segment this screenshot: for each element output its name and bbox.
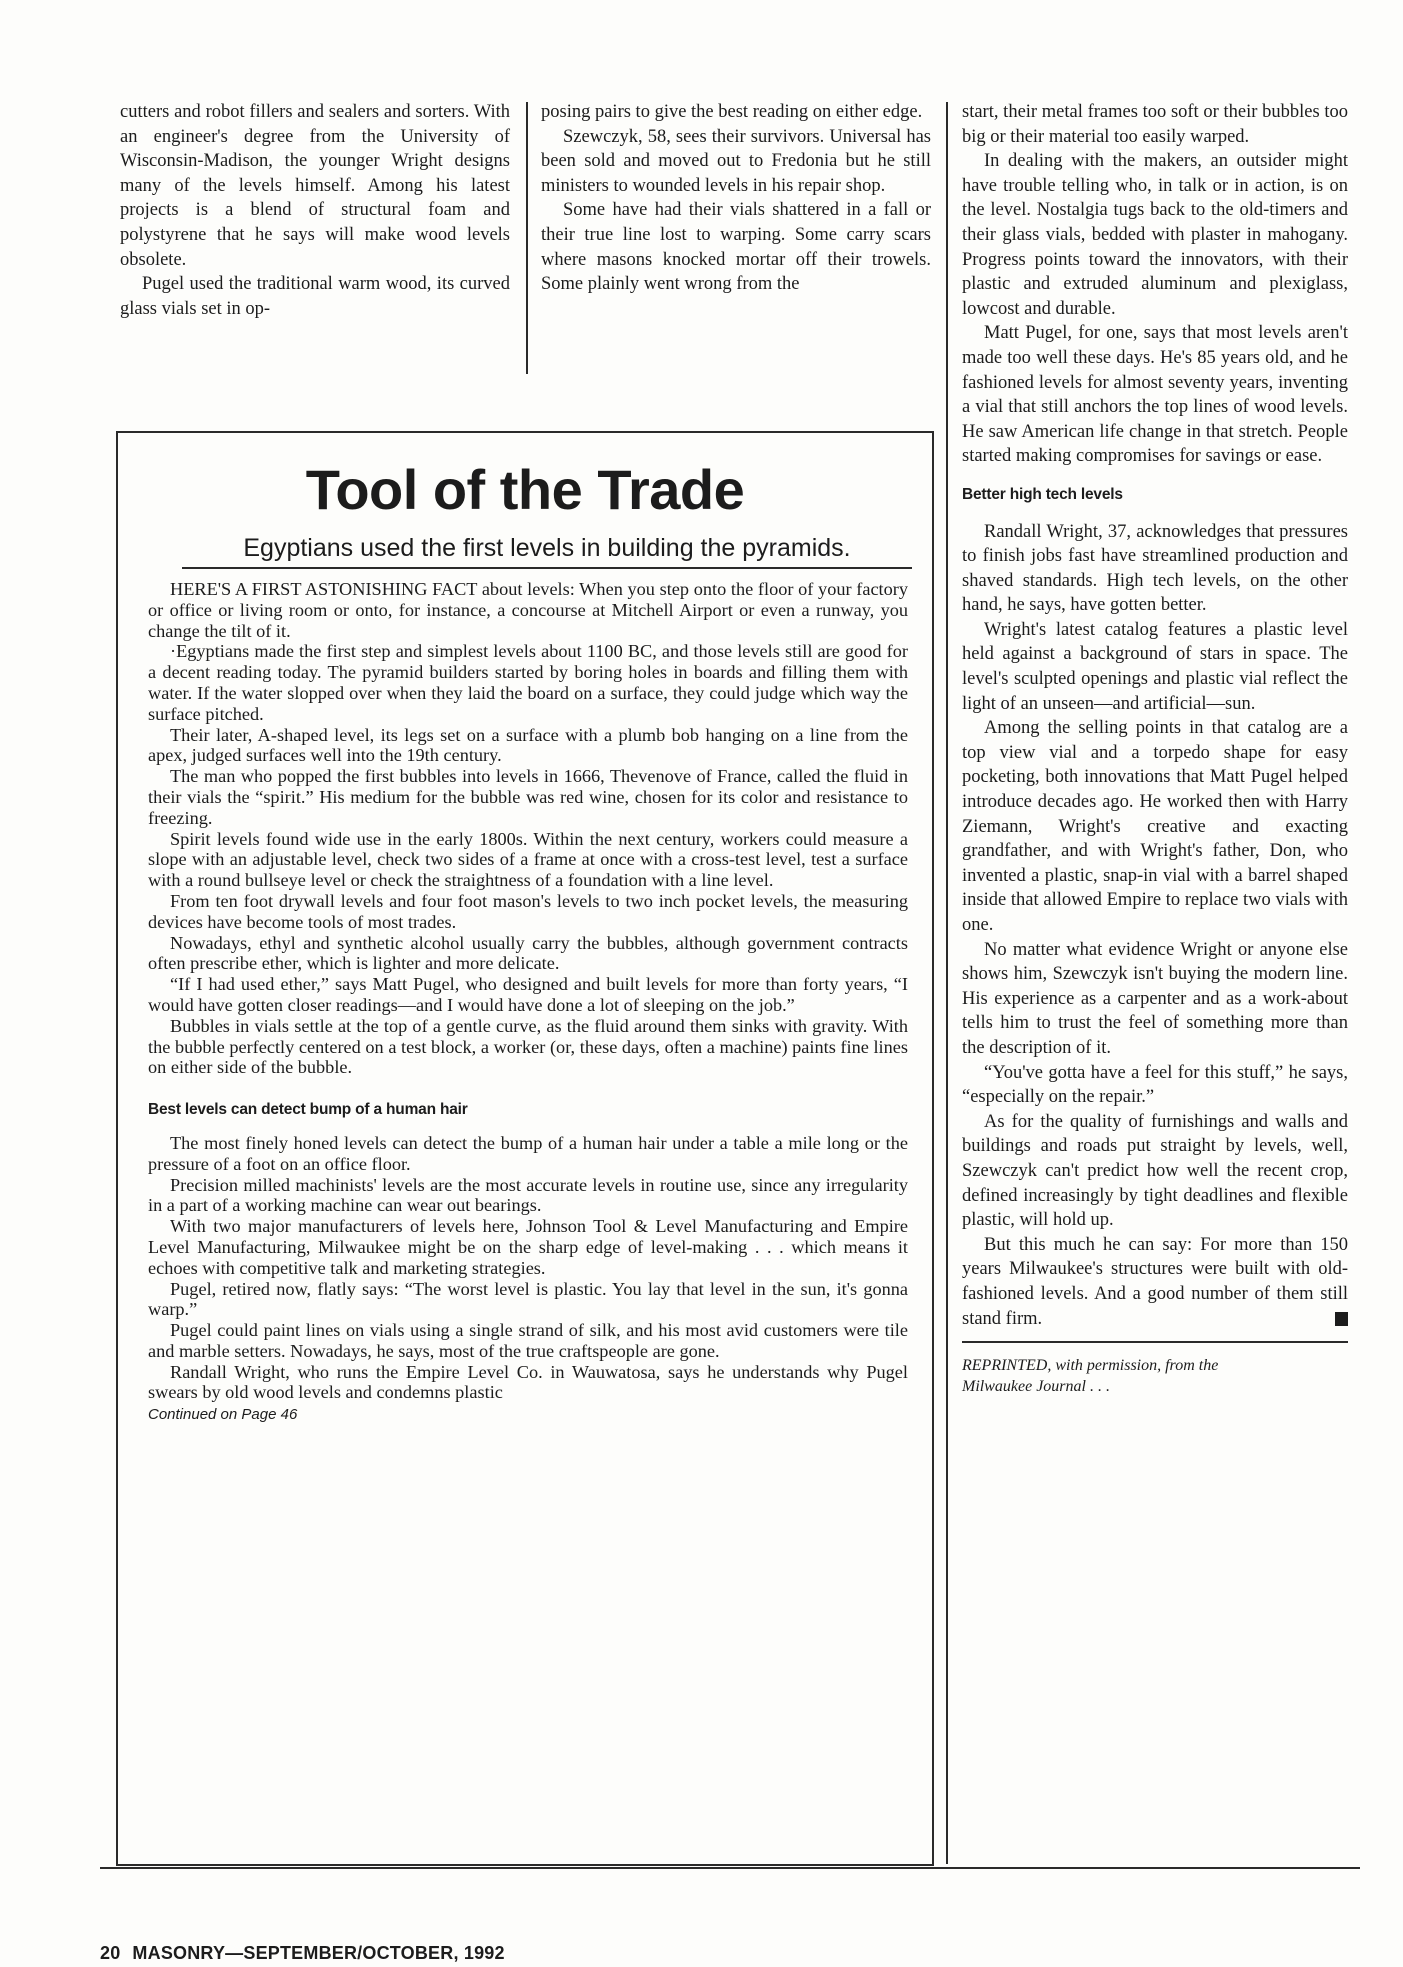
- paragraph: Bubbles in vials settle at the top of a gentle curve, as the fluid around them sinks with gravity. With the bubble perfectly centered on a test block, a worker (or, these days, often a machine) paints fine lines on either side of the bubble.: [148, 1015, 908, 1078]
- sidebar-box: [116, 431, 934, 1866]
- lead-rest: about levels: When you step onto the floor of your factory or office or living room or onto, for instance, a concourse at Mitchell Airport or even a runway, you change the tilt of it.: [148, 579, 909, 641]
- final-text: But this much he can say: For more than 150 years Milwaukee's structures were built with old-fashioned levels. And a good number of them still stand firm.: [962, 1234, 1348, 1329]
- paragraph: “If I had used ether,” says Matt Pugel, who designed and built levels for more than forty years, “I would have gotten closer readings—and I would have done a lot of sleeping on the job.”: [148, 974, 908, 1015]
- reprint-line-1: REPRINTED, with permission, from the: [962, 1357, 1219, 1375]
- paragraph: Some have had their vials shattered in a fall or their true line lost to warping. Some carry scars where masons knocked mortar off their trowels. Some plainly went wrong from the: [541, 200, 931, 295]
- column-divider: [526, 102, 528, 374]
- paragraph: Precision milled machinists' levels are the most accurate levels in routine use, since any irregularity in a part of a working machine can wear out bearings.: [148, 1174, 908, 1216]
- continued-note: Continued on Page 46: [148, 1406, 298, 1424]
- paragraph: Randall Wright, 37, acknowledges that pressures to finish jobs fast have streamlined production and shaved standards. High tech levels, on the other hand, he says, have gotten better.: [962, 521, 1348, 616]
- page-footer: [100, 1944, 505, 1962]
- paragraph: Randall Wright, who runs the Empire Level Co. in Wauwatosa, says he understands why Pugel swears by old wood levels and condemns plastic: [148, 1361, 908, 1403]
- reprint-credit: [962, 1355, 1348, 1397]
- paragraph: From ten foot drywall levels and four foot mason's levels to two inch pocket levels, the measuring devices have become tools of most trades.: [148, 890, 908, 932]
- lead-paragraph: [148, 579, 908, 641]
- paragraph: No matter what evidence Wright or anyone else shows him, Szewczyk isn't buying the modern line. His experience as a carpenter and as a work-about tells him to trust the feel of something more than the description of it.: [962, 939, 1348, 1058]
- paragraph: ·Egyptians made the first step and simplest levels about 1100 BC, and those levels still are good for a decent reading today. The pyramid builders started by boring holes in boards and filling them with water. If the water slopped over when they laid the board on a surface, they could judge which way the surface pitched.: [148, 641, 908, 724]
- article-column-2: [541, 100, 931, 297]
- paragraph: Pugel could paint lines on vials using a single strand of silk, and his most avid customers were tile and marble setters. Nowadays, he says, most of the true craftspeople are gone.: [148, 1320, 908, 1361]
- page-bottom-rule: [100, 1867, 1360, 1869]
- sidebar-body: [148, 579, 908, 1426]
- paragraph-final: [962, 1233, 1348, 1331]
- paragraph: With two major manufacturers of levels here, Johnson Tool & Level Manufacturing and Empire Level Manufacturing, Milwaukee might be on the sharp edge of level-making . . . which means it echoes with competitive talk and marketing strategies.: [148, 1216, 908, 1278]
- column-divider: [946, 102, 948, 1864]
- paragraph: Pugel, retired now, flatly says: “The worst level is plastic. You lay that level in the sun, it's gonna warp.”: [148, 1278, 908, 1320]
- paragraph: Their later, A-shaped level, its legs set on a surface with a plumb bob hanging on a line from the apex, judged surfaces well into the 19th century.: [148, 724, 908, 766]
- subheading: Best levels can detect bump of a human hair: [148, 1101, 468, 1119]
- paragraph: In dealing with the makers, an outsider might have trouble telling who, in talk or in action, is on the level. Nostalgia tugs back to the old-timers and their glass vials, bedded with plaster in mahogany. Progress points toward the innovators, with their plastic and extruded aluminum and plexiglass, lowcost and durable.: [962, 151, 1348, 319]
- paragraph: The most finely honed levels can detect the bump of a human hair under a table a mile long or the pressure of a foot on an office floor.: [148, 1132, 908, 1174]
- paragraph: start, their metal frames too soft or their bubbles too big or their material too easily warped.: [962, 102, 1348, 147]
- paragraph: Among the selling points in that catalog are a top view vial and a torpedo shape for easy pocketing, both innovations that Matt Pugel helped introduce decades ago. He worked then with Harry Ziemann, Wright's creative and exacting grandfather, and with Wright's father, Don, who invented a plastic, snap-in vial with a barrel shaped inside that allowed Empire to replace two vials with one.: [962, 718, 1348, 935]
- paragraph: Wright's latest catalog features a plastic level held against a background of stars in space. The level's sculpted openings and plastic vial reflect the light of an unseen—and artificial—sun.: [962, 619, 1348, 714]
- paragraph: Spirit levels found wide use in the early 1800s. Within the next century, workers could measure a slope with an adjustable level, check two sides of a frame at once with a cross-test level, test a surface with a round bullseye level or check the straightness of a foundation with a line level.: [148, 828, 908, 891]
- article-column-1: [120, 100, 510, 321]
- reprint-divider: [962, 1341, 1348, 1343]
- paragraph: “You've gotta have a feel for this stuff,” he says, “especially on the repair.”: [962, 1062, 1348, 1108]
- publication-line: MASONRY—SEPTEMBER/OCTOBER, 1992: [132, 1943, 505, 1963]
- paragraph: posing pairs to give the best reading on either edge.: [541, 102, 923, 122]
- paragraph: cutters and robot fillers and sealers and sorters. With an engineer's degree from the University of Wisconsin-Madison, the younger Wright designs many of the levels himself. Among his latest projects is a blend of structural foam and polystyrene that he says will make wood levels obsolete.: [120, 102, 510, 270]
- paragraph: Szewczyk, 58, sees their survivors. Universal has been sold and moved out to Fredonia but he still ministers to wounded levels in his repair shop.: [541, 126, 931, 196]
- article-column-3: [962, 100, 1348, 1397]
- page-number: 20: [100, 1943, 121, 1963]
- lead-caps: HERE'S A FIRST ASTONISHING FACT: [170, 579, 478, 599]
- paragraph: As for the quality of furnishings and walls and buildings and roads put straight by levels, well, Szewczyk can't predict how well the recent crop, defined increasingly by tight deadlines and flexible plastic, will hold up.: [962, 1111, 1348, 1231]
- paragraph: Matt Pugel, for one, says that most levels aren't made too well these days. He's 85 years old, and he fashioned levels for almost seventy years, inventing a vial that still anchors the top lines of wood levels. He saw American life change in that stretch. People started making compromises for savings or ease.: [962, 323, 1348, 467]
- paragraph: Nowadays, ethyl and synthetic alcohol usually carry the bubbles, although government contracts often prescribe ether, which is lighter and more delicate.: [148, 932, 908, 974]
- reprint-line-2: Milwaukee Journal . . .: [962, 1378, 1110, 1396]
- end-mark-icon: [1335, 1312, 1348, 1326]
- sidebar-deck: Egyptians used the first levels in building the pyramids.: [182, 531, 912, 569]
- paragraph: The man who popped the first bubbles into levels in 1666, Thevenove of France, called the fluid in their vials the “spirit.” His medium for the bubble was red wine, chosen for its color and resistance to freezing.: [148, 766, 908, 828]
- sidebar-title: Tool of the Trade: [305, 458, 745, 521]
- paragraph: Pugel used the traditional warm wood, its curved glass vials set in op-: [120, 274, 510, 319]
- subheading: Better high tech levels: [962, 485, 1123, 503]
